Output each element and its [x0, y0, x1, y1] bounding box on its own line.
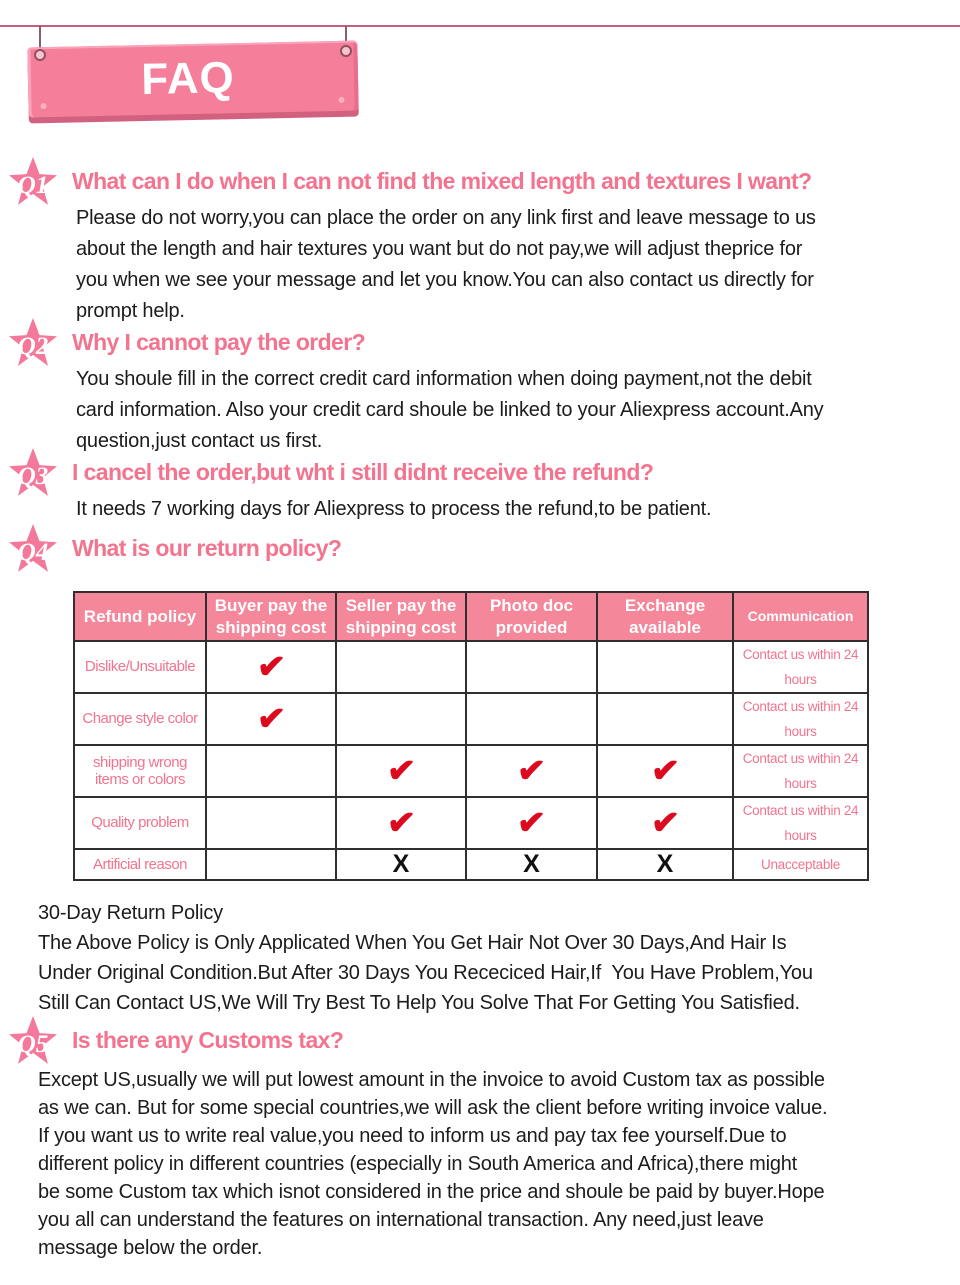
check-mark-cell: [466, 745, 597, 797]
q5-body-line: Except US,usually we will put lowest amount in the invoice to avoid Custom tax as possible: [38, 1069, 825, 1091]
empty-cell: [206, 745, 336, 797]
header-refund-policy: Refund policy: [74, 592, 206, 641]
check-mark-cell: [336, 797, 466, 849]
q2-body-line: card information. Also your credit card shoule be linked to your Aliexpress account.Any: [76, 399, 824, 421]
q1-star-label: Q1: [17, 171, 49, 199]
return-note-line: Still Can Contact US,We Will Try Best To Help You Solve That For Getting You Satisfied.: [38, 992, 800, 1014]
empty-cell: [466, 693, 597, 745]
return-note-line: Under Original Condition.But After 30 Days You Receciced Hair,If You Have Problem,You: [38, 962, 813, 984]
check-mark-cell: [206, 693, 336, 745]
q3-star-icon: [8, 448, 58, 500]
q3-body-line: It needs 7 working days for Aliexpress to process the refund,to be patient.: [76, 498, 712, 520]
q2-star-label: Q2: [17, 332, 49, 360]
faq-banner-title: FAQ: [140, 53, 236, 105]
table-row: [74, 641, 868, 693]
q5-star-icon: [8, 1016, 58, 1068]
cross-mark-cell: [466, 849, 597, 880]
header-exchange: Exchange available: [597, 592, 733, 641]
header-photo-doc: Photo doc provided: [466, 592, 597, 641]
empty-cell: [597, 641, 733, 693]
check-icon: ✔: [515, 803, 548, 843]
screw-icon: [40, 103, 46, 109]
header-communication: Communication: [733, 592, 868, 641]
q2-title: Why I cannot pay the order?: [72, 329, 366, 355]
q4-star-icon: [8, 524, 58, 576]
q5-star-label: Q5: [17, 1030, 49, 1058]
q2-star-icon: [8, 318, 58, 370]
communication-cell: Contact us within 24 hours: [733, 693, 868, 745]
q2-body-line: question,just contact us first.: [76, 430, 323, 452]
empty-cell: [206, 849, 336, 880]
check-mark-cell: [466, 797, 597, 849]
cross-icon: X: [392, 850, 410, 878]
q4-star-label: Q4: [17, 538, 49, 566]
empty-cell: [206, 797, 336, 849]
faq-banner: [27, 41, 358, 118]
table-row: [74, 745, 868, 797]
check-icon: ✔: [515, 751, 548, 791]
return-policy-note: [38, 898, 813, 1018]
communication-cell: Contact us within 24 hours: [733, 641, 868, 693]
row-label: shipping wrong items or colors: [74, 745, 206, 797]
check-icon: ✔: [385, 751, 417, 791]
cross-icon: X: [656, 850, 674, 878]
q3-star-label: Q3: [17, 462, 49, 490]
check-icon: ✔: [255, 647, 287, 687]
rivet-icon: [34, 49, 46, 61]
communication-cell: Contact us within 24 hours: [733, 797, 868, 849]
q1-body-line: prompt help.: [76, 300, 185, 322]
q5-body-line: you all can understand the features on international transaction. Any need,just leave: [38, 1209, 764, 1231]
q1-body: [76, 203, 816, 327]
refund-policy-table: [73, 591, 869, 881]
communication-cell: Unacceptable: [733, 849, 868, 880]
empty-cell: [336, 693, 466, 745]
header-buyer-pay: Buyer pay the shipping cost: [206, 592, 336, 641]
communication-cell: Contact us within 24 hours: [733, 745, 868, 797]
row-label: Change style color: [74, 693, 206, 745]
q3-body: [76, 494, 711, 525]
q5-body-line: If you want us to write real value,you need to inform us and pay tax fee yourself.Due to: [38, 1125, 787, 1147]
row-label: Quality problem: [74, 797, 206, 849]
check-icon: ✔: [649, 751, 681, 791]
q5-body: [38, 1066, 827, 1262]
q5-body-line: different policy in different countries (especially in South America and Africa),there might: [38, 1153, 798, 1175]
q1-body-line: about the length and hair textures you want but do not pay,we will adjust theprice for: [76, 238, 803, 260]
q1-title: What can I do when I can not find the mixed length and textures I want?: [72, 168, 812, 194]
rivet-icon: [340, 45, 352, 57]
screw-icon: [338, 97, 344, 103]
table-row: [74, 693, 868, 745]
q5-body-line: as we can. But for some special countries,we will ask the client before writing invoice value.: [38, 1097, 828, 1119]
q1-star-icon: [8, 157, 58, 209]
table-row: [74, 797, 868, 849]
empty-cell: [466, 641, 597, 693]
check-icon: ✔: [649, 803, 681, 843]
q1-body-line: Please do not worry,you can place the order on any link first and leave message to us: [76, 207, 816, 229]
cross-icon: X: [523, 850, 540, 878]
hanging-line: [0, 25, 960, 27]
header-seller-pay: Seller pay the shipping cost: [336, 592, 466, 641]
check-mark-cell: [597, 745, 733, 797]
q4-title: What is our return policy?: [72, 535, 342, 561]
empty-cell: [597, 693, 733, 745]
check-mark-cell: [206, 641, 336, 693]
check-mark-cell: [336, 745, 466, 797]
table-header-row: [74, 592, 868, 641]
q3-title: I cancel the order,but wht i still didnt receive the refund?: [72, 459, 654, 485]
q5-title: Is there any Customs tax?: [72, 1027, 344, 1053]
cross-mark-cell: [597, 849, 733, 880]
check-mark-cell: [597, 797, 733, 849]
cross-mark-cell: [336, 849, 466, 880]
q1-body-line: you when we see your message and let you know.You can also contact us directly for: [76, 269, 814, 291]
check-icon: ✔: [385, 803, 417, 843]
empty-cell: [336, 641, 466, 693]
q2-body-line: You shoule fill in the correct credit card information when doing payment,not the debit: [76, 368, 812, 390]
q5-body-line: be some Custom tax which isnot considered in the price and shoule be paid by buyer.Hope: [38, 1181, 825, 1203]
q5-body-line: message below the order.: [38, 1237, 263, 1259]
table-row: [74, 849, 868, 880]
return-note-line: The Above Policy is Only Applicated When You Get Hair Not Over 30 Days,And Hair Is: [38, 932, 787, 954]
q2-body: [76, 364, 823, 457]
return-note-heading: 30-Day Return Policy: [38, 902, 223, 924]
check-icon: ✔: [255, 699, 287, 739]
row-label: Artificial reason: [74, 849, 206, 880]
row-label: Dislike/Unsuitable: [74, 641, 206, 693]
